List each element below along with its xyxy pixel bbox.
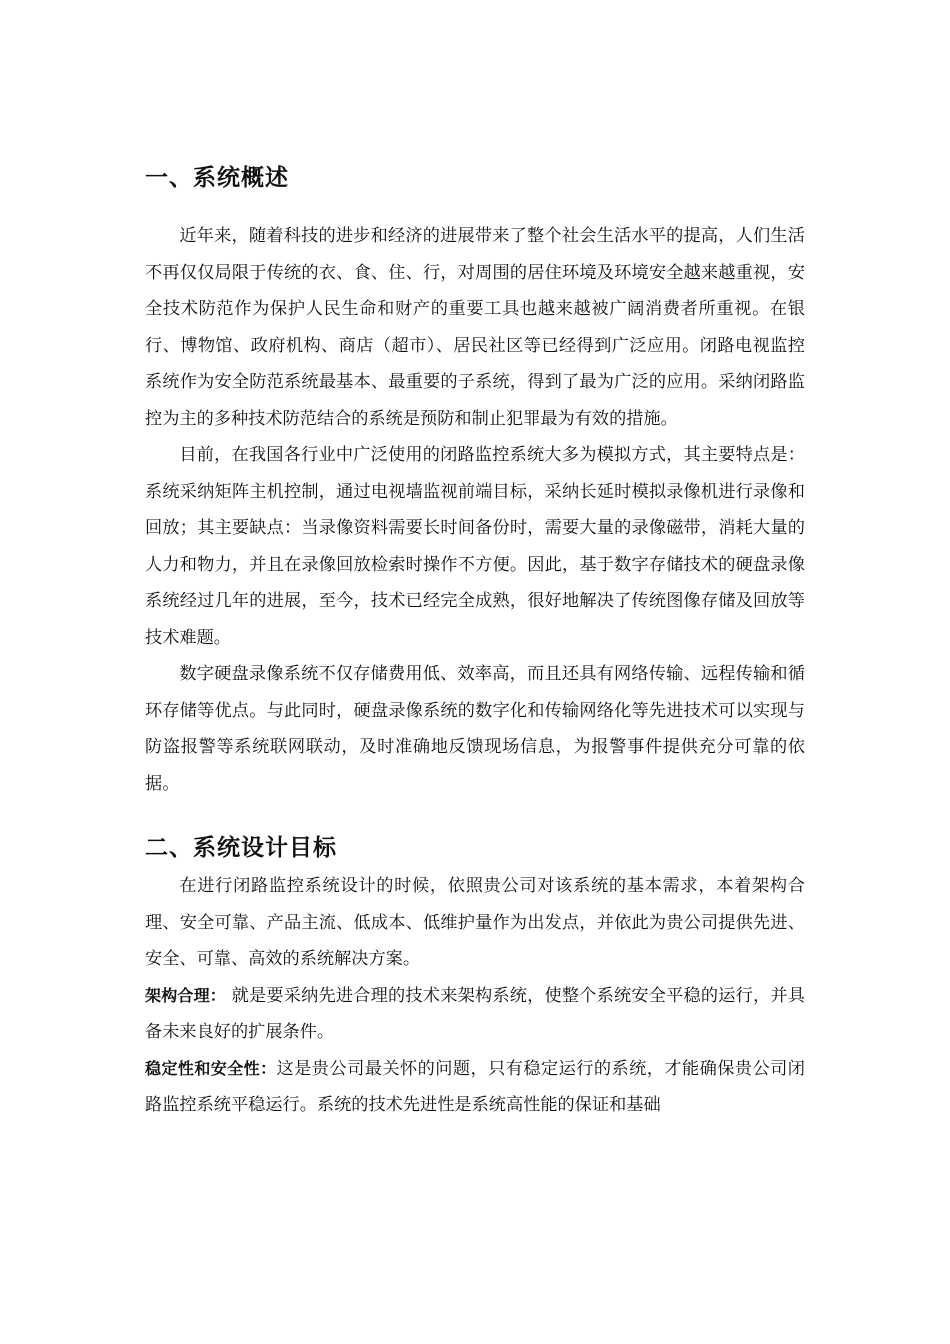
paragraph-overview-1: 近年来，随着科技的进步和经济的进展带来了整个社会生活水平的提高，人们生活不再仅仅局限于传统的衣、食、住、行，对周围的居住环境及环境安全越来越重视，安全技术防范作为保护人民生命和财产的重要工具也越来越被广阔消费者所重视。在银行、博物馆、政府机构、商店（超市）、居民社区等已经得到广泛应用。闭路电视监控系统作为安全防范系统最基本、最重要的子系统，得到了最为广泛的应用。采纳闭路监控为主的多种技术防范结合的系统是预防和制止犯罪最为有效的措施。: [145, 226, 805, 429]
paragraph-overview-3: 数字硬盘录像系统不仅存储费用低、效率高，而且还具有网络传输、远程传输和循环存储等优点。与此同时，硬盘录像系统的数字化和传输网络化等先进技术可以实现与防盗报警等系统联网联动，及时准确地反馈现场信息，为报警事件提供充分可靠的依据。: [145, 664, 805, 794]
goal-label-architecture: 架构合理：: [145, 985, 226, 1005]
goal-label-stability: 稳定性和安全性：: [145, 1058, 277, 1078]
section-heading-overview: 一、系统概述: [145, 165, 289, 191]
goal-text-stability: 这是贵公司最关怀的问题，只有稳定运行的系统，才能确保贵公司闭路监控系统平稳运行。系统的技术先进性是系统高性能的保证和基础: [145, 1058, 805, 1115]
document-page: [145, 158, 805, 1124]
goal-item-architecture: [145, 978, 805, 1051]
paragraph-design-intro: 在进行闭路监控系统设计的时候，依照贵公司对该系统的基本需求，本着架构合理、安全可靠、产品主流、低成本、低维护量作为出发点，并依此为贵公司提供先进、安全、可靠、高效的系统解决方案。: [145, 876, 805, 969]
paragraph-overview-2: 目前，在我国各行业中广泛使用的闭路监控系统大多为模拟方式，其主要特点是：系统采纳矩阵主机控制，通过电视墙监视前端目标，采纳长延时模拟录像机进行录像和回放；其主要缺点：当录像资料需要长时间备份时，需要大量的录像磁带，消耗大量的人力和物力，并且在录像回放检索时操作不方便。因此，基于数字存储技术的硬盘录像系统经过几年的进展，至今，技术已经完全成熟，很好地解决了传统图像存储及回放等技术难题。: [145, 445, 805, 648]
goal-text-architecture: 就是要采纳先进合理的技术来架构系统，使整个系统安全平稳的运行，并具备未来良好的扩展条件。: [145, 985, 805, 1042]
goal-item-stability: [145, 1051, 805, 1124]
section-heading-design-goals: 二、系统设计目标: [145, 835, 337, 861]
